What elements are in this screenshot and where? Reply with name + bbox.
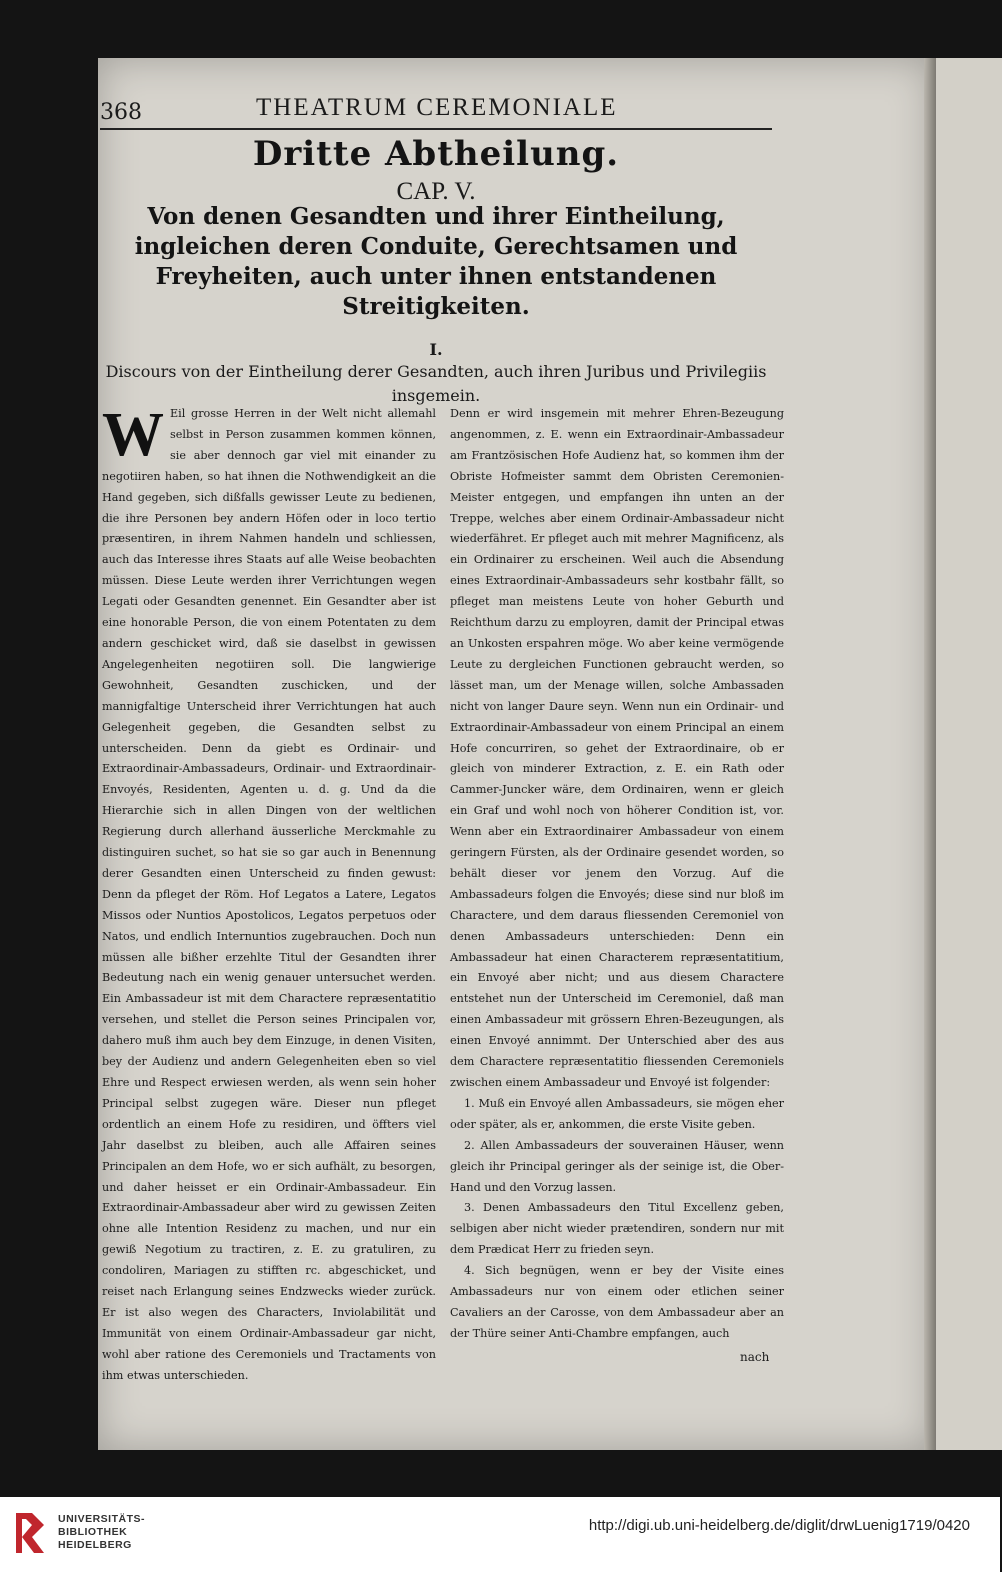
viewer-footer (0, 1497, 1000, 1572)
division-title: Dritte Abtheilung. (252, 134, 620, 174)
library-name: UNIVERSITÄTS- BIBLIOTHEK HEIDELBERG (58, 1513, 146, 1551)
adjacent-page-edge (934, 58, 1002, 1450)
drop-cap: W (102, 401, 164, 469)
chapter-label: CAP. V. (396, 178, 476, 205)
running-header (100, 92, 780, 132)
list-item: 3. Denen Ambassadeurs den Titul Excellenz geben, selbigen aber nicht wieder prætendiren, sondern nur mit dem Prædicat Herr zu frieden seyn. (450, 1201, 784, 1257)
paragraph: Eil grosse Herren in der Welt nicht allemahl selbst in Person zusammen kommen können, sie aber dennoch gar viel mit einander zu negotiiren haben, so hat ihnen die Nothwendigkeit an die Hand gegeben, sich dißfalls gewisser Leute zu bedienen, die ihre Personen bey andern Höfen oder in loco tertio præsentiren, in ihrem Nahmen handeln und schliessen, auch das Interesse ihres Staats auf alle Weise beobachten müssen. Diese Leute werden ihrer Verrichtungen wegen Legati oder Gesandten genennet. Ein Gesandter aber ist eine honorable Person, die von einem Potentaten zu dem andern geschicket wird, daß sie daselbst in gewissen Angelegenheiten negotiiren soll. Die langwierige Gewohnheit, Gesandten zuschicken, und der mannigfaltige Unterscheid ihrer Verrichtungen hat auch Gelegenheit gegeben, die Gesandten selbst zu unterscheiden. Denn da giebt es Ordinair- und Extraordinair-Ambassadeurs, Ordinair- und Extraordinair-Envoyés, Residenten, Agenten u. d. g. Und da die Hierarchie sich in allen Dingen von der weltlichen Regierung durch allerhand äusserliche Merckmahle zu distinguiren suchet, so hat sie so gar auch in Benennung derer Gesandten einen Unterscheid zu finden gewust: Denn da pfleget der Röm. Hof Legatos a Latere, Legatos Missos oder Nuntios Apostolicos, Legatos perpetuos oder Natos, und endlich Internuntios zugebrauchen. Doch nun müssen alle bißher erzehlte Titul der Gesandten ihrer Bedeutung nach ein wenig genauer untersuchet werden. Ein Ambassadeur ist mit dem Charactere repræsentatitio versehen, und stellet die Person seines Principalen vor, dahero muß ihm auch bey dem Einzuge, in denen Visiten, bey der Audienz und andern Gelegenheiten eben so viel Ehre und Respect erwiesen werden, als wenn sein hoher Principal selbst zugegen wäre. Dieser nun pfleget ordentlich an einem Hofe zu residiren, und öffters viel Jahr daselbst zu bleiben, auch alle Affairen seines Principalen an dem Hofe, wo er sich aufhält, zu besorgen, und daher heisset er ein Ordinair-Ambassadeur. Ein Extraordinair-Ambassadeur aber wird zu gewissen Zeiten ohne alle Intention Residenz zu machen, und nur ein gewiß Negotium zu tractiren, z. E. zu gratuliren, zu condoliren, Mariagen zu stifften rc. abgeschicket, und reiset nach Erlangung seines Endzwecks wieder zurück. Er ist also wegen des Characters, Inviolabilität und Immunität von einem Ordinair-Ambassadeur gar nicht, wohl aber ratione des Ceremoniels und Tractaments von ihm etwas unterschieden. (102, 407, 436, 1382)
list-item: 2. Allen Ambassadeurs der souverainen Häuser, wenn gleich ihr Principal geringer als der seinige ist, die Ober-Hand und den Vorzug lassen. (450, 1138, 784, 1194)
library-logo-icon[interactable] (12, 1509, 48, 1557)
page-number: 368 (100, 100, 142, 125)
text-column-right (450, 404, 784, 1350)
header-rule (100, 128, 772, 130)
paragraph: Denn er wird insgemein mit mehrer Ehren-Bezeugung angenommen, z. E. wenn ein Extraordinair-Ambassadeur am Frantzösischen Hofe Audienz hat, so kommen ihm der Obriste Hofmeister sammt dem Obristen Ceremonien-Meister entgegen, und empfangen ihn unten an der Treppe, welches aber einem Ordinair-Ambassadeur nicht wiederfähret. Er pfleget auch mit mehrer Magnificenz, als ein Ordinairer zu erscheinen. Weil auch die Absendung eines Extraordinair-Ambassadeurs sehr kostbahr fällt, so pfleget man meistens Leute von hoher Geburth und Reichthum darzu zu employren, damit der Principal etwas an Unkosten erspahren möge. Wo aber keine vermögende Leute zu dergleichen Functionen gebraucht werden, so lässet man, um der Menage willen, solche Ambassaden nicht von langer Daure seyn. Wenn nun ein Ordinair- und Extraordinair-Ambassadeur von einem Principal an einem Hofe concurriren, so gehet der Extraordinaire, ob er gleich von minderer Extraction, z. E. ein Rath oder Cammer-Juncker wäre, dem Ordinairen, wenn er gleich ein Graf und wohl noch von höherer Condition ist, vor. Wenn aber ein Extraordinairer Ambassadeur von einem geringern Fürsten, als der Ordinaire gesendet worden, so behält dieser vor jenem den Vorzug. Auf die Ambassadeurs folgen die Envoyés; diese sind nur bloß im Charactere, und dem daraus fliessenden Ceremoniel von denen Ambassadeurs unterschieden: Denn ein Ambassadeur hat einen Characterem repræsentatitium, ein Envoyé aber nicht; und aus diesem Charactere entstehet nun der Unterscheid im Ceremoniel, daß man einen Ambassadeur mit grössern Ehren-Bezeugungen, als einen Envoyé annimmt. Der Unterschied aber des aus dem Charactere repræsentatitio fliessenden Ceremoniels zwischen einem Ambassadeur und Envoyé ist folgender: (450, 407, 784, 1089)
catchword: nach (740, 1350, 770, 1364)
running-title: THEATRUM CEREMONIALE (256, 94, 618, 121)
list-item: 4. Sich begnügen, wenn er bey der Visite eines Ambassadeurs nur von einem oder etlichen seiner Cavaliers an der Carosse, von dem Ambassadeur aber an der Thüre seiner Anti-Chambre empfangen, auch (450, 1264, 784, 1340)
book-spine-shadow (924, 58, 936, 1450)
section-subtitle: Discours von der Eintheilung derer Gesandten, auch ihren Juribus und Privilegiis insgemein. (105, 362, 767, 405)
list-item: 1. Muß ein Envoyé allen Ambassadeurs, sie mögen eher oder später, als er, ankommen, die erste Visite geben. (450, 1096, 784, 1131)
chapter-title: Von denen Gesandten und ihrer Eintheilung, ingleichen deren Conduite, Gerechtsamen und Freyheiten, auch unter ihnen entstandenen Streitigkeiten. (134, 203, 738, 320)
section-number: I. (429, 340, 443, 359)
text-column-left (102, 401, 436, 1382)
permalink-url[interactable]: http://digi.ub.uni-heidelberg.de/diglit/drwLuenig1719/0420 (588, 1517, 970, 1534)
